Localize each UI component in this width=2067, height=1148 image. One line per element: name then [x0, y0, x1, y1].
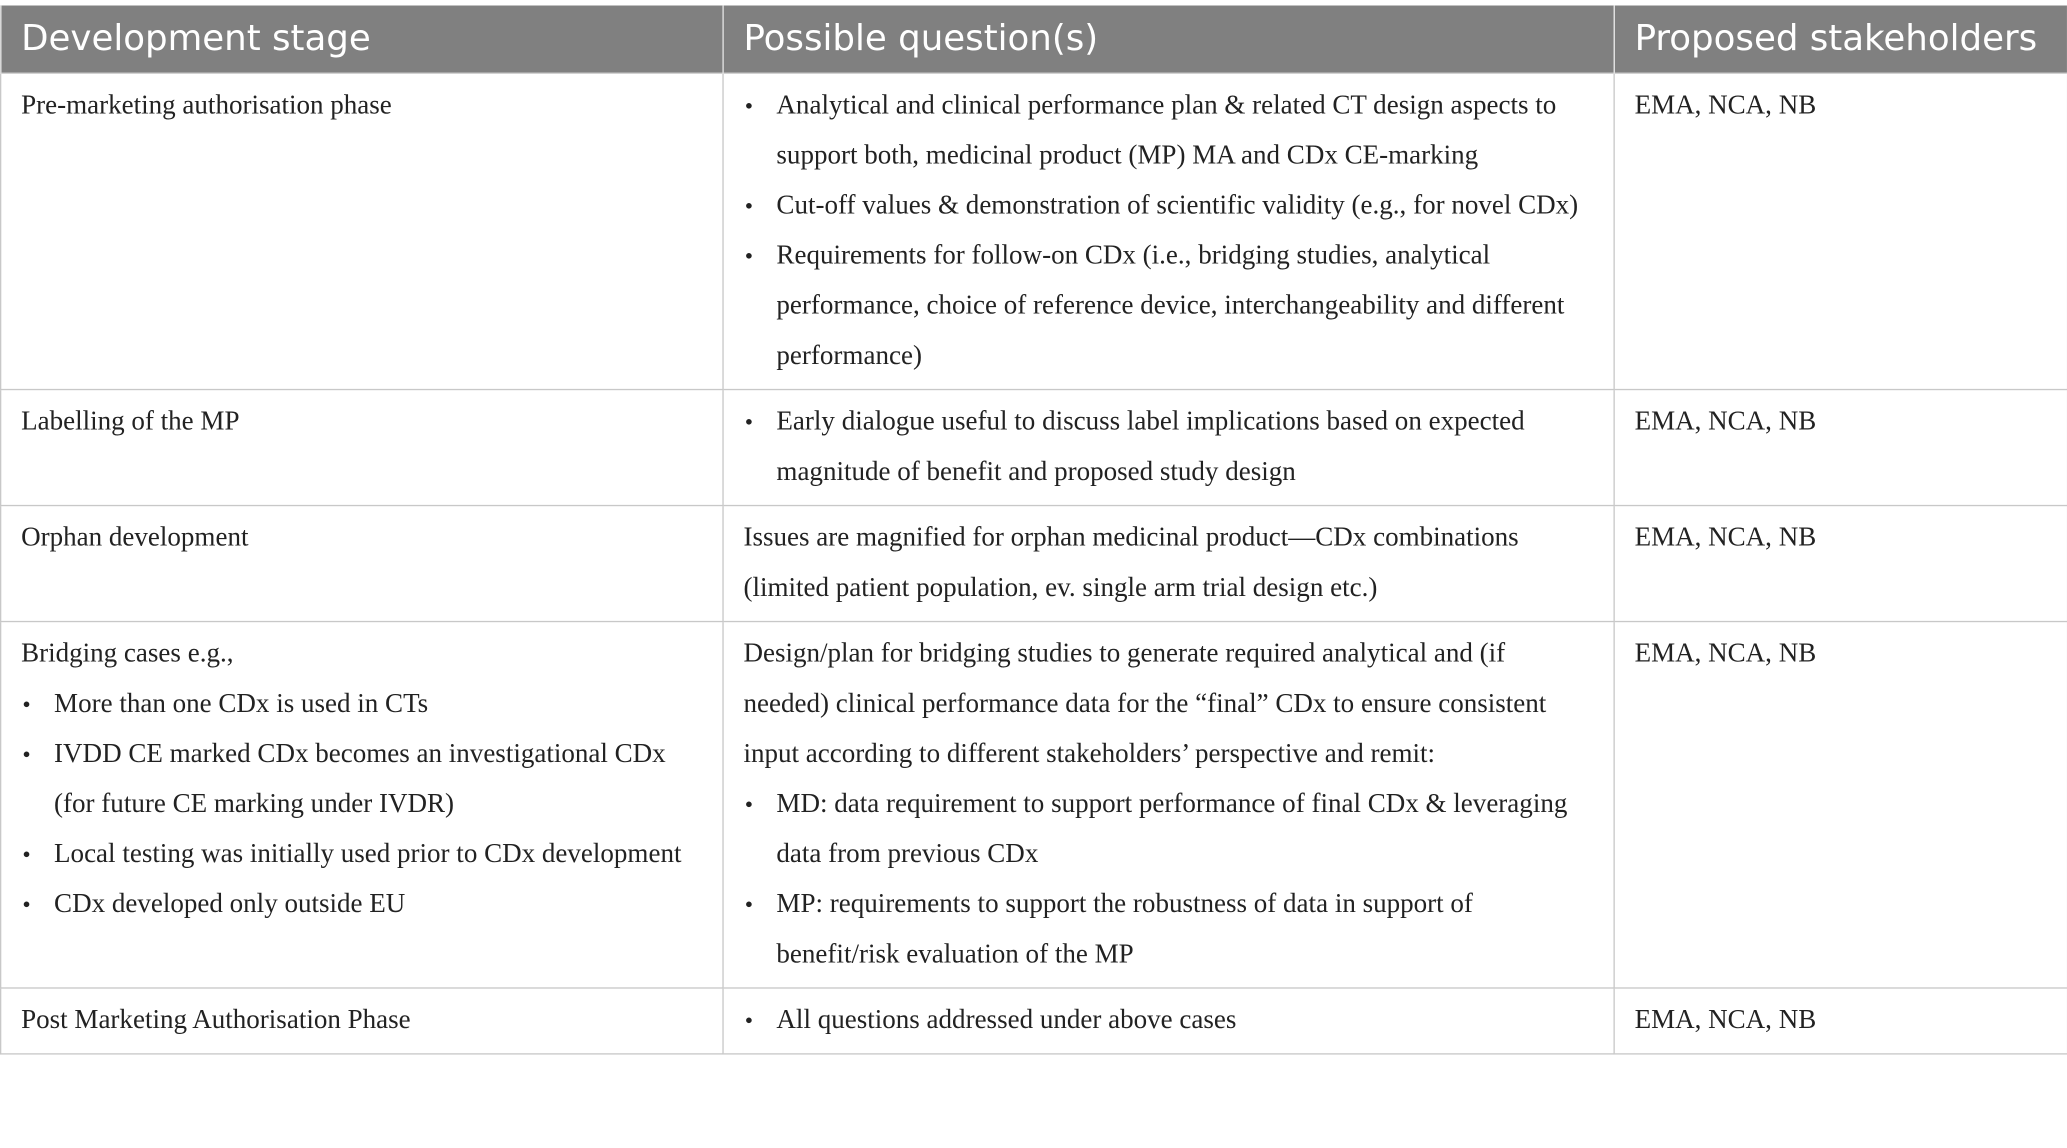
table-row	[1, 622, 2067, 988]
questions-cell-bullet-list	[743, 995, 1593, 1045]
stakeholders-cell: EMA, NCA, NB	[1614, 506, 2067, 622]
stakeholders-cell: EMA, NCA, NB	[1614, 622, 2067, 988]
stage-cell	[1, 988, 723, 1054]
questions-cell	[723, 506, 1614, 622]
questions-cell	[723, 73, 1614, 389]
list-item: • Local testing was initially used prior to CDx development	[21, 829, 703, 879]
stage-cell-text: Orphan development	[21, 523, 249, 553]
stakeholder-table	[0, 5, 2067, 1054]
header-development-stage: Development stage	[1, 5, 723, 73]
list-item: • CDx developed only outside EU	[21, 879, 703, 929]
header-possible-questions: Possible question(s)	[723, 5, 1614, 73]
table-row	[1, 390, 2067, 506]
questions-cell-text: Issues are magnified for orphan medicinal product—CDx combinations (limited patient population, ev. single arm trial design etc.)	[743, 523, 1519, 603]
questions-cell	[723, 988, 1614, 1054]
questions-cell-text: Design/plan for bridging studies to generate required analytical and (if needed) clinical performance data for the “final” CDx to ensure consistent input according to different stakeholders’ perspective and remit:	[743, 639, 1547, 769]
stakeholders-cell: EMA, NCA, NB	[1614, 390, 2067, 506]
questions-cell	[723, 390, 1614, 506]
stage-cell	[1, 506, 723, 622]
list-item: • Analytical and clinical performance plan & related CT design aspects to support both, medicinal product (MP) MA and CDx CE-marking	[743, 80, 1593, 180]
list-item: • Early dialogue useful to discuss label implications based on expected magnitude of benefit and proposed study design	[743, 397, 1593, 497]
questions-cell-bullet-list	[743, 779, 1593, 979]
list-item: • MD: data requirement to support performance of final CDx & leveraging data from previous CDx	[743, 779, 1593, 879]
stage-cell	[1, 390, 723, 506]
stakeholders-cell: EMA, NCA, NB	[1614, 988, 2067, 1054]
table-row	[1, 506, 2067, 622]
stage-cell-text: Bridging cases e.g.,	[21, 639, 234, 669]
questions-cell-bullet-list	[743, 80, 1593, 381]
header-proposed-stakeholders: Proposed stakeholders	[1614, 5, 2067, 73]
table-row	[1, 988, 2067, 1054]
stakeholders-cell: EMA, NCA, NB	[1614, 73, 2067, 389]
header-row	[1, 5, 2067, 73]
list-item: • IVDD CE marked CDx becomes an investigational CDx (for future CE marking under IVDR)	[21, 729, 703, 829]
list-item: • Requirements for follow-on CDx (i.e., bridging studies, analytical performance, choice of reference device, interchangeability and different performance)	[743, 231, 1593, 381]
questions-cell	[723, 622, 1614, 988]
stage-cell-bullet-list	[21, 679, 703, 929]
questions-cell-bullet-list	[743, 397, 1593, 497]
list-item: • More than one CDx is used in CTs	[21, 679, 703, 729]
stage-cell	[1, 622, 723, 988]
list-item: • Cut-off values & demonstration of scientific validity (e.g., for novel CDx)	[743, 181, 1593, 231]
stage-cell-text: Pre-marketing authorisation phase	[21, 90, 392, 120]
table-row	[1, 73, 2067, 389]
stage-cell	[1, 73, 723, 389]
stage-cell-text: Post Marketing Authorisation Phase	[21, 1005, 411, 1035]
list-item: • MP: requirements to support the robustness of data in support of benefit/risk evaluation of the MP	[743, 879, 1593, 979]
stage-cell-text: Labelling of the MP	[21, 407, 240, 437]
list-item: • All questions addressed under above cases	[743, 995, 1593, 1045]
